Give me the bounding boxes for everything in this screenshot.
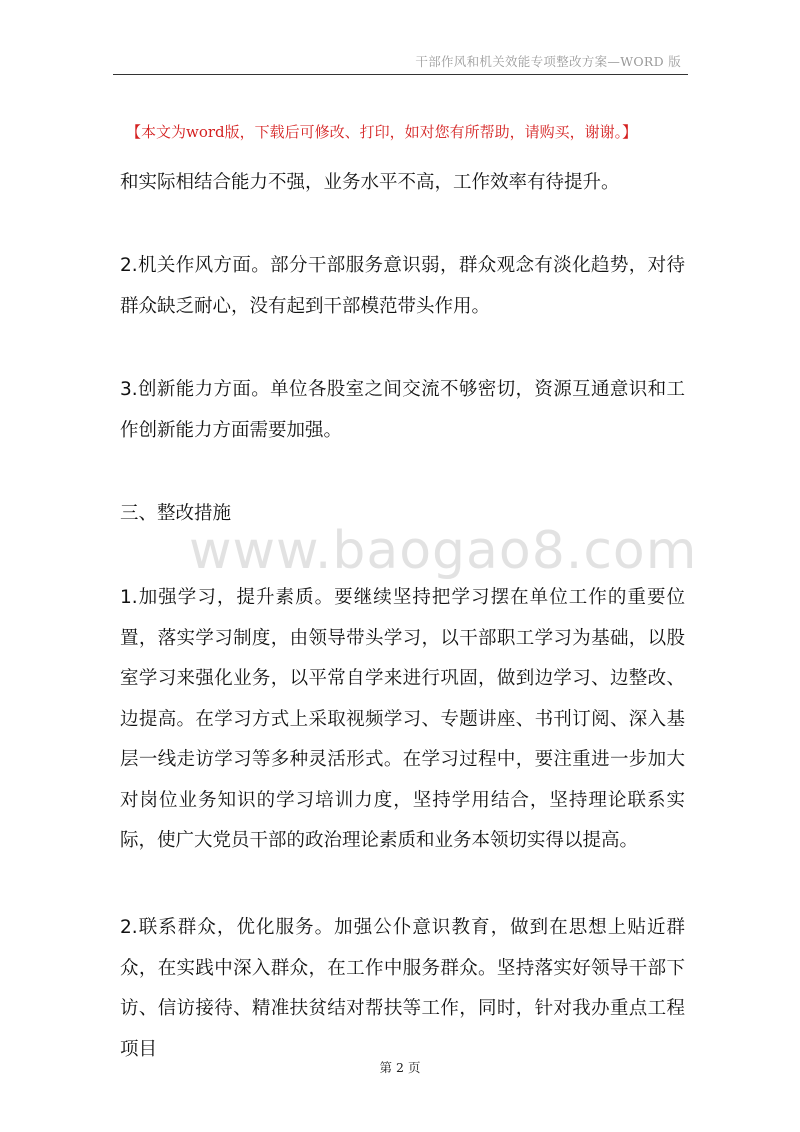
section-heading: 三、整改措施 (120, 503, 232, 524)
header-divider (113, 74, 688, 75)
site-watermark: www.baogao8.com (189, 521, 698, 581)
document-title: 干部作风和机关效能专项整改方案—WORD 版 (415, 54, 681, 69)
body-paragraph: 和实际相结合能力不强，业务水平不高，工作效率有待提升。 (120, 172, 620, 193)
page-number: 第 2 页 (379, 1060, 421, 1075)
body-paragraph: 1.加强学习，提升素质。要继续坚持把学习摆在单位工作的重要位置，落实学习制度，由领导带头学习，以干部职工学习为基础，以股室学习来强化业务，以平常自学来进行巩固，做到边学习、边整改、边提高。在学习方式上采取视频学习、专题讲座、书刊订阅、深入基层一线走访学习等多种灵活形式。在学习过程中，要注重进一步加大对岗位业务知识的学习培训力度，坚持学用结合，坚持理论联系实际，使广大党员干部的政治理论素质和业务本领切实得以提高。 (120, 587, 685, 851)
purchase-notice: 【本文为word版，下载后可修改、打印，如对您有所帮助，请购买，谢谢。】 (126, 123, 638, 141)
body-paragraph: 3.创新能力方面。单位各股室之间交流不够密切，资源互通意识和工作创新能力方面需要加强。 (120, 379, 685, 441)
body-paragraph: 2.联系群众，优化服务。加强公仆意识教育，做到在思想上贴近群众，在实践中深入群众，在工作中服务群众。坚持落实好领导干部下访、信访接待、精准扶贫结对帮扶等工作，同时，针对我办重点工程项目 (120, 917, 685, 1060)
body-paragraph: 2.机关作风方面。部分干部服务意识弱，群众观念有淡化趋势，对待群众缺乏耐心，没有起到干部模范带头作用。 (120, 255, 685, 317)
